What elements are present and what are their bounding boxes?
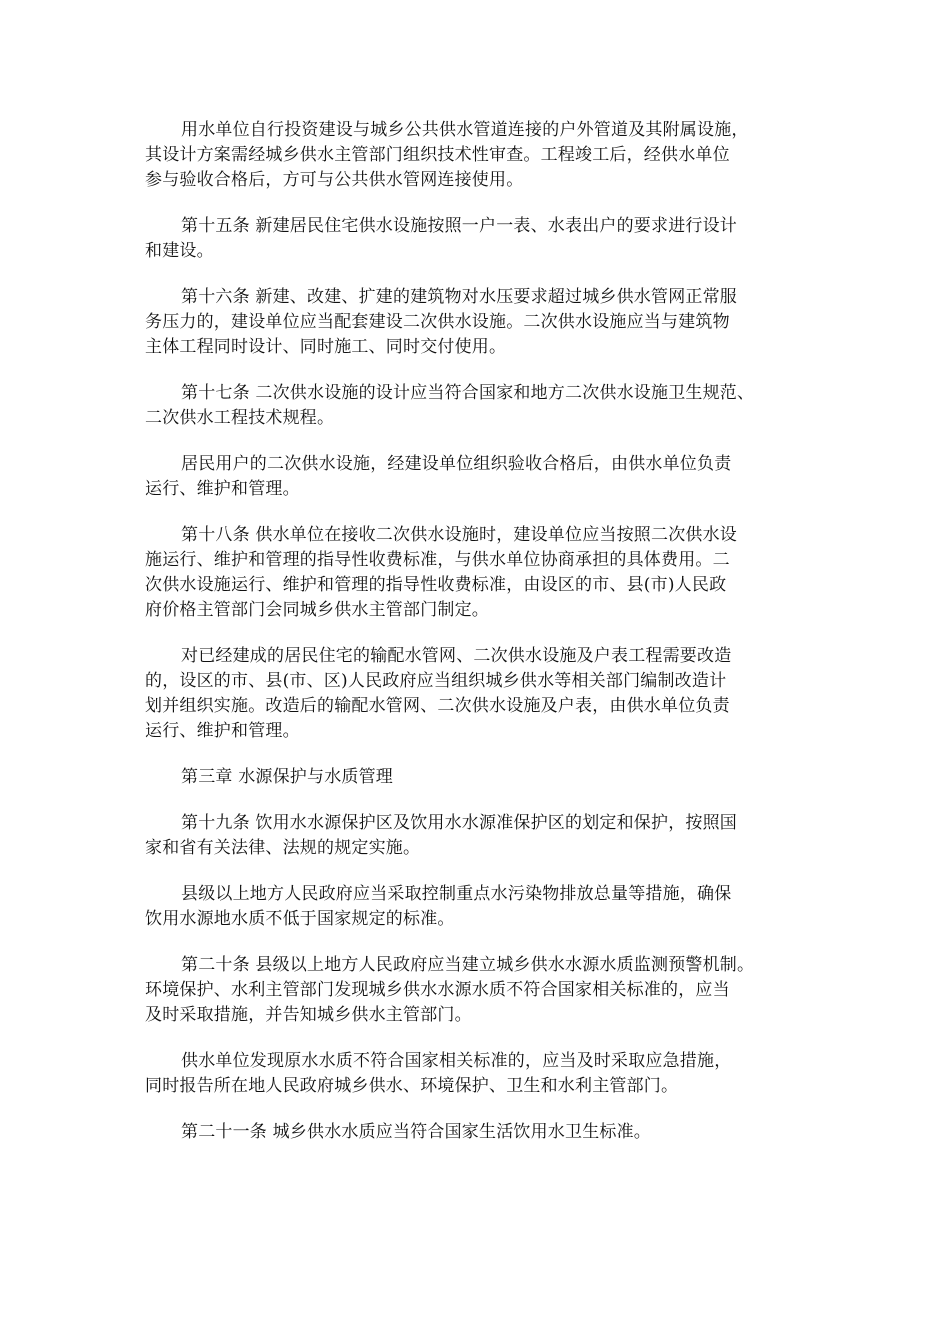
article-15 [145, 214, 815, 264]
paragraph-line: 环境保护、水利主管部门发现城乡供水水源水质不符合国家相关标准的，应当 [145, 980, 730, 1000]
paragraph-line: 第十六条 新建、改建、扩建的建筑物对水压要求超过城乡供水管网正常服 [181, 287, 738, 307]
paragraph-line: 参与验收合格后，方可与公共供水管网连接使用。 [145, 170, 524, 190]
article-17-clause-2 [145, 452, 815, 502]
paragraph-line: 家和省有关法律、法规的规定实施。 [145, 838, 421, 858]
paragraph-1 [145, 118, 815, 193]
paragraph-line: 县级以上地方人民政府应当采取控制重点水污染物排放总量等措施，确保 [181, 884, 732, 904]
paragraph-line: 运行、维护和管理。 [145, 721, 300, 741]
paragraph-line: 划并组织实施。改造后的输配水管网、二次供水设施及户表，由供水单位负责 [145, 696, 730, 716]
paragraph-line: 施运行、维护和管理的指导性收费标准，与供水单位协商承担的具体费用。二 [145, 550, 730, 570]
paragraph-line: 对已经建成的居民住宅的输配水管网、二次供水设施及户表工程需要改造 [181, 646, 732, 666]
article-19 [145, 811, 815, 861]
article-18 [145, 523, 815, 623]
paragraph-line: 次供水设施运行、维护和管理的指导性收费标准，由设区的市、县(市)人民政 [145, 575, 727, 595]
chapter-3-heading [145, 765, 815, 790]
article-18-clause-2 [145, 644, 815, 744]
paragraph-line: 第十七条 二次供水设施的设计应当符合国家和地方二次供水设施卫生规范、 [181, 383, 755, 403]
paragraph-line: 第十五条 新建居民住宅供水设施按照一户一表、水表出户的要求进行设计 [181, 216, 738, 236]
paragraph-line: 及时采取措施，并告知城乡供水主管部门。 [145, 1005, 472, 1025]
article-16 [145, 285, 815, 360]
paragraph-line: 主体工程同时设计、同时施工、同时交付使用。 [145, 337, 507, 357]
paragraph-line: 第十八条 供水单位在接收二次供水设施时，建设单位应当按照二次供水设 [181, 525, 738, 545]
article-19-clause-2 [145, 882, 815, 932]
paragraph-line: 饮用水源地水质不低于国家规定的标准。 [145, 909, 455, 929]
paragraph-line: 的，设区的市、县(市、区)人民政府应当组织城乡供水等相关部门编制改造计 [145, 671, 727, 691]
paragraph-line: 第二十一条 城乡供水水质应当符合国家生活饮用水卫生标准。 [181, 1122, 652, 1142]
paragraph-line: 二次供水工程技术规程。 [145, 408, 335, 428]
paragraph-line: 其设计方案需经城乡供水主管部门组织技术性审查。工程竣工后，经供水单位 [145, 145, 730, 165]
document-page [145, 118, 815, 1166]
paragraph-line: 第二十条 县级以上地方人民政府应当建立城乡供水水源水质监测预警机制。 [181, 955, 755, 975]
article-17 [145, 381, 815, 431]
paragraph-line: 府价格主管部门会同城乡供水主管部门制定。 [145, 600, 489, 620]
paragraph-line: 用水单位自行投资建设与城乡公共供水管道连接的户外管道及其附属设施， [181, 120, 749, 140]
paragraph-line: 同时报告所在地人民政府城乡供水、环境保护、卫生和水利主管部门。 [145, 1076, 679, 1096]
paragraph-line: 和建设。 [145, 241, 214, 261]
paragraph-line: 第十九条 饮用水水源保护区及饮用水水源准保护区的划定和保护，按照国 [181, 813, 738, 833]
article-20 [145, 953, 815, 1028]
paragraph-line: 供水单位发现原水水质不符合国家相关标准的，应当及时采取应急措施， [181, 1051, 732, 1071]
article-21 [145, 1120, 815, 1145]
paragraph-line: 运行、维护和管理。 [145, 479, 300, 499]
paragraph-line: 居民用户的二次供水设施，经建设单位组织验收合格后，由供水单位负责 [181, 454, 732, 474]
article-20-clause-2 [145, 1049, 815, 1099]
paragraph-line: 务压力的，建设单位应当配套建设二次供水设施。二次供水设施应当与建筑物 [145, 312, 730, 332]
chapter-heading-text: 第三章 水源保护与水质管理 [181, 767, 394, 787]
